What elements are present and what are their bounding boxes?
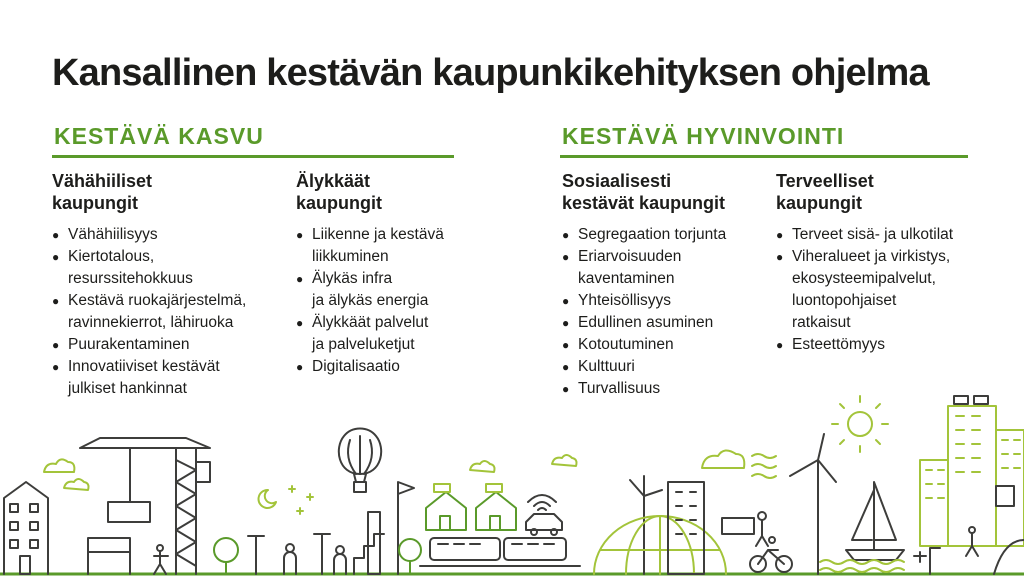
- bullet-list: [52, 224, 272, 400]
- apartment-building-icon: [4, 482, 48, 574]
- column-vahahiiliset-kaupungit: [52, 170, 272, 400]
- list-item: ● Digitalisaatio: [296, 356, 516, 378]
- column-alykkaat-kaupungit: [296, 170, 516, 378]
- column-heading: Sosiaalisesti kestävät kaupungit: [562, 171, 726, 213]
- list-item: ● Puurakentaminen: [52, 334, 272, 356]
- star-icon: [289, 486, 313, 514]
- list-item: ● Terveet sisä- ja ulkotilat: [776, 224, 996, 246]
- wind-turbine-icon: [630, 476, 662, 574]
- list-item: ● Älykkäät palvelut ja palveluketjut: [296, 312, 516, 356]
- cloud-icon: [44, 459, 89, 490]
- list-item: ● Eriarvoisuuden kaventaminen: [562, 246, 782, 290]
- list-item: ● Esteettömyys: [776, 334, 996, 356]
- dome-icon: [594, 516, 726, 574]
- people-icon: [284, 544, 346, 574]
- crane-icon: [80, 438, 210, 574]
- bullet-list: [776, 224, 996, 356]
- section-divider: [560, 155, 968, 158]
- cloud-icon: [702, 450, 744, 468]
- window-icon: [996, 486, 1014, 506]
- city-skyline-illustration: [0, 390, 1024, 576]
- sailboat-icon: [846, 482, 904, 560]
- list-item: ● Kestävä ruokajärjestelmä, ravinnekierrot, lähiruoka: [52, 290, 272, 334]
- street-lamp-icon: [248, 534, 330, 574]
- section-heading-kestava-hyvinvointi: KESTÄVÄ HYVINVOINTI: [562, 123, 845, 149]
- car-icon: [526, 514, 562, 535]
- house-icon: [426, 492, 516, 530]
- apartment-building-icon: [920, 406, 1024, 546]
- basketball-hoop-icon: [914, 552, 926, 562]
- list-item: ● Turvallisuus: [562, 378, 782, 400]
- water-icon: [820, 560, 904, 572]
- cyclist-icon: [750, 537, 792, 572]
- wifi-icon: [528, 495, 556, 510]
- bench-icon: [88, 538, 130, 574]
- wind-turbine-icon: [790, 434, 836, 574]
- cloud-icon: [552, 455, 577, 466]
- list-item: ● Segregaation torjunta: [562, 224, 782, 246]
- solar-panel-icon: [954, 396, 988, 404]
- cloud-icon: [470, 461, 495, 472]
- list-item: ● Liikenne ja kestävä liikkuminen: [296, 224, 516, 268]
- moon-icon: [259, 490, 276, 508]
- list-item: ● Kotoutuminen: [562, 334, 782, 356]
- bullet-list: [562, 224, 782, 400]
- bullet-list: [296, 224, 516, 378]
- solar-panel-icon: [434, 484, 502, 492]
- column-heading: Vähähiiliset kaupungit: [52, 171, 153, 213]
- list-item: ● Älykäs infra ja älykäs energia: [296, 268, 516, 312]
- column-heading: Älykkäät kaupungit: [296, 171, 382, 213]
- wind-icon: [752, 454, 776, 478]
- column-terveelliset-kaupungit: [776, 170, 996, 356]
- sun-icon: [832, 396, 888, 452]
- column-sosiaalisesti-kestavat-kaupungit: [562, 170, 782, 400]
- list-item: ● Yhteisöllisyys: [562, 290, 782, 312]
- person-icon: [154, 545, 168, 574]
- list-item: ● Edullinen asuminen: [562, 312, 782, 334]
- section-divider: [52, 155, 454, 158]
- list-item: ● Kulttuuri: [562, 356, 782, 378]
- list-item: ● Viheralueet ja virkistys, ekosysteemipalvelut, luontopohjaiset ratkaisut: [776, 246, 996, 334]
- page-title: Kansallinen kestävän kaupunkikehityksen ohjelma: [52, 52, 929, 94]
- gardener-icon: [722, 512, 768, 546]
- list-item: ● Kiertotalous, resurssitehokkuus: [52, 246, 272, 290]
- section-heading-kestava-kasvu: KESTÄVÄ KASVU: [54, 123, 264, 149]
- tree-icon: [399, 539, 421, 574]
- column-heading: Terveelliset kaupungit: [776, 171, 874, 213]
- list-item: ● Vähähiilisyys: [52, 224, 272, 246]
- train-icon: [420, 538, 580, 566]
- hot-air-balloon-icon: [339, 429, 381, 493]
- person-icon: [966, 527, 978, 556]
- tree-icon: [214, 538, 238, 574]
- list-item: ● Innovatiiviset kestävät julkiset hankinnat: [52, 356, 272, 400]
